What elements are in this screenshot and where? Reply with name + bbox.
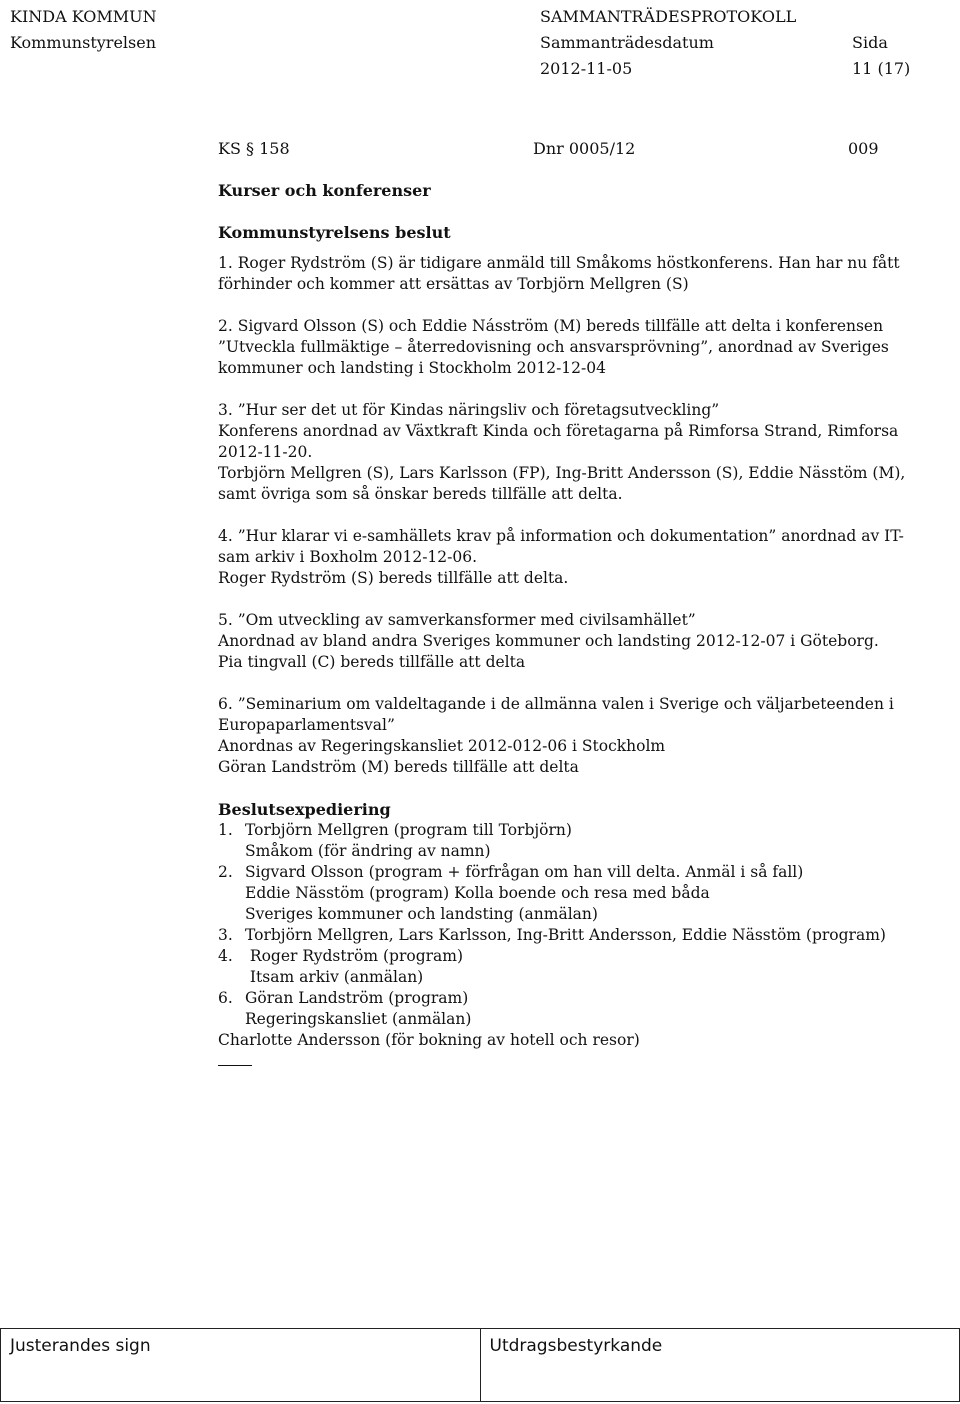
decision-item	[218, 316, 938, 379]
decision-line: 3. ”Hur ser det ut för Kindas näringsliv och företagsutveckling”	[218, 401, 720, 419]
decision-line: Roger Rydström (S) bereds tillfälle att delta.	[218, 569, 569, 587]
recipient-line: Roger Rydström (program)	[245, 947, 464, 965]
utdragsbestyrkande-cell: Utdragsbestyrkande	[480, 1329, 960, 1401]
decision-line: Torbjörn Mellgren (S), Lars Karlsson (FP), Ing-Britt Andersson (S), Eddie Nässtöm (M),	[218, 464, 906, 482]
case-paragraph: KS § 158	[218, 139, 290, 158]
recipient-line: Torbjörn Mellgren (program till Torbjörn)	[245, 821, 572, 839]
recipient-line: Regeringskansliet (anmälan)	[245, 1010, 472, 1028]
decision-line: 4. ”Hur klarar vi e-samhällets krav på information och dokumentation” anordnad av IT-	[218, 527, 904, 545]
header-right	[852, 4, 910, 82]
decision-line: 2012-11-20.	[218, 443, 313, 461]
justerandes-sign-cell: Justerandes sign	[10, 1336, 151, 1356]
recipient-line: Sveriges kommuner och landsting (anmälan)	[245, 905, 598, 923]
expedition-item	[218, 925, 938, 946]
page-label: Sida	[852, 33, 888, 52]
expedition-item	[218, 820, 938, 862]
header-left	[10, 4, 157, 56]
decision-line: förhinder och kommer att ersättas av Torbjörn Mellgren (S)	[218, 275, 689, 293]
decision-list	[218, 253, 938, 778]
case-title: Kurser och konferenser	[218, 181, 431, 200]
decision-line: kommuner och landsting i Stockholm 2012-12-04	[218, 359, 606, 377]
decision-line: Anordnas av Regeringskansliet 2012-012-06 i Stockholm	[218, 737, 666, 755]
expedition-heading: Beslutsexpediering	[218, 800, 391, 819]
decision-item	[218, 610, 938, 673]
expedition-item	[218, 946, 938, 988]
body-name: Kommunstyrelsen	[10, 33, 157, 52]
decision-line: Konferens anordnad av Växtkraft Kinda och företagarna på Rimforsa Strand, Rimforsa	[218, 422, 899, 440]
item-number: 2.	[218, 863, 233, 881]
item-number: 1.	[218, 821, 233, 839]
decision-item	[218, 526, 938, 589]
decision-line: Göran Landström (M) bereds tillfälle att delta	[218, 758, 579, 776]
decision-line: 1. Roger Rydström (S) är tidigare anmäld till Småkoms höstkonferens. Han har nu fått	[218, 254, 900, 272]
decision-line: Anordnad av bland andra Sveriges kommuner och landsting 2012-12-07 i Göteborg.	[218, 632, 879, 650]
expedition-list	[218, 820, 938, 1066]
page-number: 11 (17)	[852, 59, 911, 78]
decision-line: Pia tingvall (C) bereds tillfälle att delta	[218, 653, 526, 671]
recipient-line: Sigvard Olsson (program + förfrågan om han vill delta. Anmäl i så fall)	[245, 863, 804, 881]
recipient-line: Torbjörn Mellgren, Lars Karlsson, Ing-Britt Andersson, Eddie Nässtöm (program)	[245, 926, 886, 944]
decision-heading: Kommunstyrelsens beslut	[218, 223, 451, 242]
org-name: KINDA KOMMUN	[10, 7, 157, 26]
footer-table	[0, 1328, 960, 1402]
decision-item	[218, 694, 938, 778]
decision-item	[218, 400, 938, 505]
decision-line: samt övriga som så önskar bereds tillfälle att delta.	[218, 485, 623, 503]
recipient-line: Itsam arkiv (anmälan)	[245, 968, 424, 986]
doc-type: SAMMANTRÄDESPROTOKOLL	[540, 7, 797, 26]
item-number: 3.	[218, 926, 233, 944]
decision-line: 2. Sigvard Olsson (S) och Eddie Násström (M) bereds tillfälle att delta i konferensen	[218, 317, 884, 335]
decision-item	[218, 253, 938, 295]
case-header	[218, 138, 938, 162]
decision-line: 6. ”Seminarium om valdeltagande i de allmänna valen i Sverige och väljarbeteenden i	[218, 695, 894, 713]
header-middle	[540, 4, 796, 82]
decision-line: sam arkiv i Boxholm 2012-12-06.	[218, 548, 478, 566]
closing-line: Charlotte Andersson (för bokning av hotell och resor)	[218, 1031, 640, 1049]
expedition-item	[218, 988, 938, 1030]
date-label: Sammanträdesdatum	[540, 33, 714, 52]
signature-line	[218, 1055, 252, 1066]
document-body	[218, 138, 938, 1066]
item-number: 6.	[218, 989, 233, 1007]
recipient-line: Göran Landström (program)	[245, 989, 469, 1007]
decision-line: ”Utveckla fullmäktige – återredovisning och ansvarsprövning”, anordnad av Sveriges	[218, 338, 889, 356]
case-dnr: Dnr 0005/12	[533, 139, 636, 158]
meeting-date: 2012-11-05	[540, 59, 633, 78]
expedition-item	[218, 862, 938, 925]
recipient-line: Eddie Nässtöm (program) Kolla boende och resa med båda	[245, 884, 710, 902]
recipient-line: Småkom (för ändring av namn)	[245, 842, 491, 860]
decision-line: 5. ”Om utveckling av samverkansformer med civilsamhället”	[218, 611, 696, 629]
case-code: 009	[848, 139, 879, 158]
item-number: 4.	[218, 947, 233, 965]
decision-line: Europaparlamentsval”	[218, 716, 395, 734]
